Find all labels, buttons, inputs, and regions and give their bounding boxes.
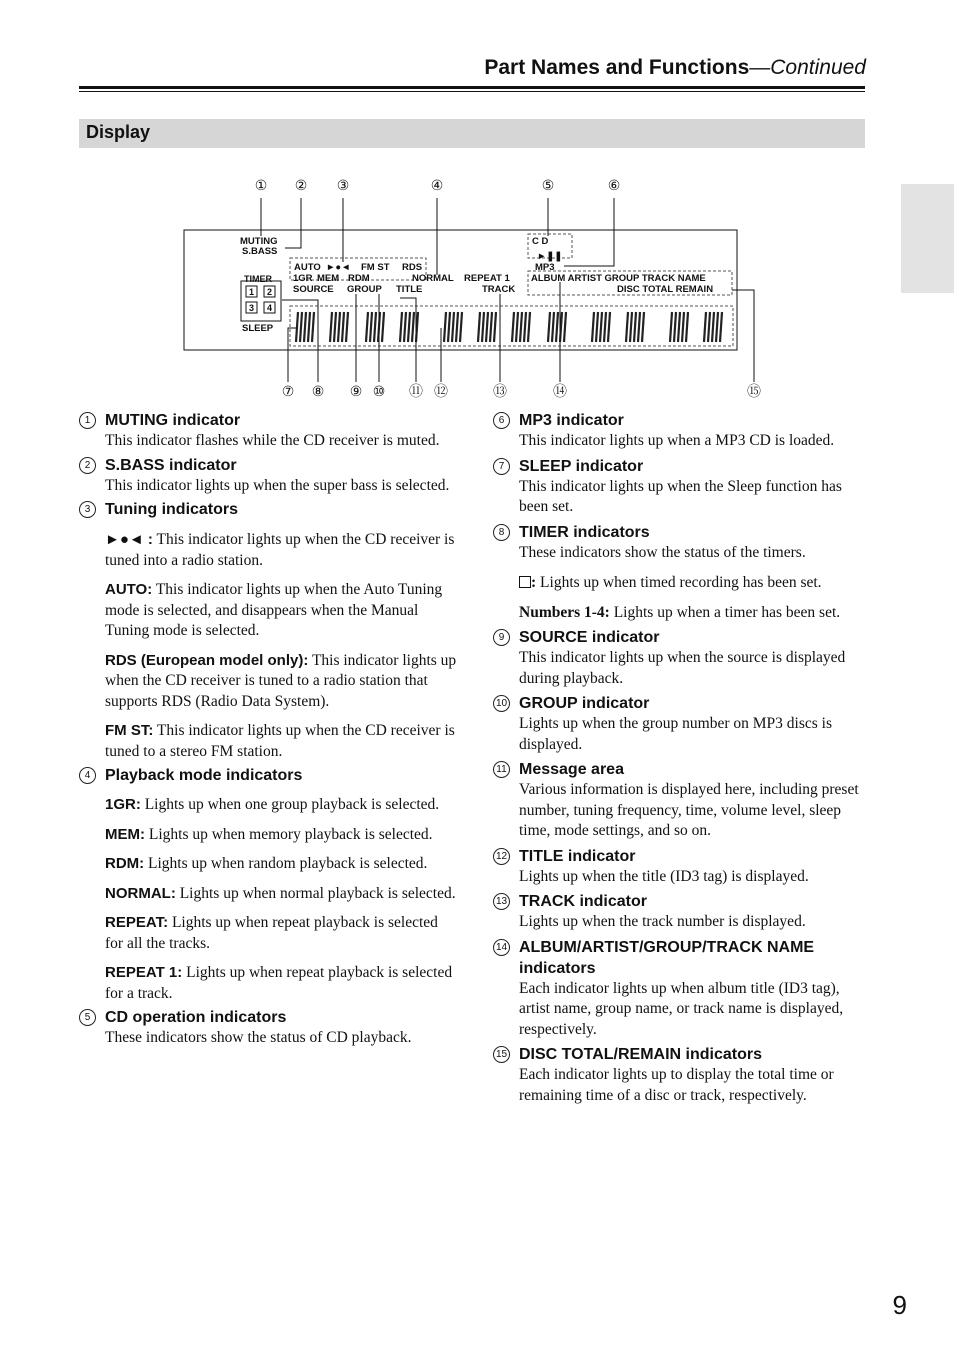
item-sleep — [493, 456, 865, 518]
page-header-title — [484, 56, 866, 80]
item-mp3 — [493, 410, 865, 452]
segment-digit — [626, 312, 644, 342]
item-desc: Lights up when the title (ID3 tag) is displayed. — [519, 867, 809, 885]
header-title-text: Part Names and Functions — [484, 56, 750, 79]
item-title-indicator — [493, 846, 865, 888]
label-timer: TIMER — [244, 274, 272, 284]
item-number: 12 — [493, 848, 510, 865]
callout-1: ① — [254, 177, 268, 193]
label-mem: MEM — [317, 273, 340, 284]
item-title: S.BASS indicator — [105, 456, 237, 474]
callout-13: ⑬ — [493, 383, 507, 399]
callout-2: ② — [294, 177, 308, 193]
item-title: Tuning indicators — [105, 501, 239, 518]
tuning-sub-symbol: ►●◄ : This indicator lights up when the CD receiver is tuned into a radio station. — [105, 531, 455, 569]
segment-digit — [296, 312, 314, 342]
mode-sub-rdm: RDM: Lights up when random playback is selected. — [105, 855, 428, 872]
timer-2: 2 — [266, 287, 273, 297]
callout-5: ⑤ — [541, 177, 555, 193]
segment-digit — [592, 312, 610, 342]
segment-digit — [330, 312, 348, 342]
label-rdm: RDM — [348, 273, 370, 284]
callout-6: ⑥ — [607, 177, 621, 193]
item-desc: This indicator flashes while the CD receiver is muted. — [105, 432, 440, 449]
label-names: ALBUM ARTIST GROUP TRACK NAME — [531, 273, 706, 284]
item-track — [493, 891, 865, 933]
item-desc: Various information is displayed here, including preset number, tuning frequency, time, volume level, sleep time, mode settings, and so on. — [519, 781, 859, 839]
item-group — [493, 693, 865, 755]
segment-digits — [296, 312, 722, 342]
page-number: 9 — [892, 1290, 907, 1320]
item-number: 3 — [79, 501, 96, 518]
label-disc: DISC TOTAL REMAIN — [617, 284, 714, 295]
label-cd: C D — [532, 236, 549, 247]
label-muting: MUTING — [240, 236, 278, 247]
item-title: TRACK indicator — [519, 893, 647, 910]
item-number: 7 — [493, 458, 510, 475]
tuning-sub-fmst: FM ST: This indicator lights up when the CD receiver is tuned to a stereo FM station. — [105, 722, 455, 760]
callout-15: ⑮ — [747, 383, 761, 399]
callout-11: ⑪ — [409, 383, 423, 399]
item-cd-operation — [79, 1007, 457, 1049]
timer-sub-record: : Lights up when timed recording has been set. — [519, 573, 865, 594]
item-desc: These indicators show the status of CD playback. — [105, 1029, 412, 1046]
mode-sub-repeat: REPEAT: Lights up when repeat playback is selected for all the tracks. — [105, 914, 438, 952]
section-title: Display — [86, 122, 151, 142]
item-desc: Each indicator lights up when album title (ID3 tag), artist name, group name, or track name is displayed, respectively. — [519, 979, 844, 1038]
item-disc-total — [493, 1044, 865, 1106]
item-desc: This indicator lights up when a MP3 CD is loaded. — [519, 432, 835, 449]
item-title: MUTING indicator — [105, 412, 241, 429]
segment-digit — [400, 312, 418, 342]
label-auto: AUTO — [294, 262, 321, 273]
label-tune: ►●◄ — [326, 262, 351, 273]
label-rds: RDS — [402, 262, 423, 273]
item-source — [493, 627, 865, 689]
segment-digit — [548, 312, 566, 342]
section-bar — [79, 119, 865, 148]
header-continued: —Continued — [749, 56, 866, 79]
callout-7: ⑦ — [281, 383, 295, 399]
segment-digit — [366, 312, 384, 342]
item-number: 15 — [493, 1046, 510, 1063]
callout-9: ⑨ — [349, 383, 363, 399]
item-desc: Each indicator lights up to display the total time or remaining time of a disc or track, respectively. — [519, 1066, 834, 1104]
tuning-sub-auto: AUTO: This indicator lights up when the Auto Tuning mode is selected, and disappears when the Manual Tuning mode is selected. — [105, 581, 443, 639]
item-names — [493, 937, 865, 1041]
segment-digit — [704, 312, 722, 342]
segment-digit — [670, 312, 688, 342]
item-number: 6 — [493, 412, 510, 429]
callout-12: ⑫ — [434, 383, 448, 399]
timer-sub-numbers: Numbers 1-4: Lights up when a timer has been set. — [519, 603, 841, 621]
label-1gr: 1GR — [293, 273, 313, 284]
item-number: 2 — [79, 457, 96, 474]
item-number: 5 — [79, 1009, 96, 1026]
item-title: CD operation indicators — [105, 1009, 287, 1026]
item-desc: Lights up when the track number is displayed. — [519, 913, 806, 930]
right-column — [493, 410, 865, 1106]
mode-sub-normal: NORMAL: Lights up when normal playback is selected. — [105, 884, 456, 902]
label-repeat1: REPEAT 1 — [464, 273, 510, 284]
mode-sub-mem: MEM: Lights up when memory playback is selected. — [105, 825, 433, 843]
item-title: GROUP indicator — [519, 695, 650, 712]
header-rule — [79, 86, 865, 89]
item-number: 4 — [79, 767, 96, 784]
item-number: 13 — [493, 893, 510, 910]
item-title: DISC TOTAL/REMAIN indicators — [519, 1046, 762, 1063]
item-desc: Lights up when the group number on MP3 discs is displayed. — [519, 715, 832, 753]
item-timer — [493, 522, 865, 624]
label-sbass: S.BASS — [242, 246, 278, 257]
tuning-sub-rds: RDS (European model only): This indicator lights up when the CD receiver is tuned to a radio station that supports RDS (Radio Data System). — [105, 651, 457, 710]
item-title: TIMER indicators — [519, 523, 650, 541]
item-number: 1 — [79, 412, 96, 429]
item-number: 8 — [493, 524, 510, 541]
mode-sub-repeat1: REPEAT 1: Lights up when repeat playback is selected for a track. — [105, 964, 453, 1002]
header-rule-thin — [79, 91, 865, 92]
item-tuning — [79, 499, 457, 762]
item-title: SLEEP indicator — [519, 457, 644, 475]
item-message-area — [493, 759, 865, 842]
label-fmst: FM ST — [361, 262, 390, 273]
label-play: ►❚❚ — [537, 251, 563, 262]
item-title: ALBUM/ARTIST/GROUP/TRACK NAME indicators — [519, 938, 815, 977]
item-title: Playback mode indicators — [105, 767, 303, 784]
callout-10: ⑩ — [372, 383, 386, 399]
label-mp3: MP3 — [535, 262, 555, 273]
timer-3: 3 — [248, 303, 255, 313]
item-title: Message area — [519, 761, 624, 778]
item-desc: This indicator lights up when the source is displayed during playback. — [519, 649, 846, 687]
label-track: TRACK — [482, 284, 516, 295]
mode-sub-1gr: 1GR: Lights up when one group playback is selected. — [105, 796, 440, 813]
display-diagram — [180, 170, 780, 405]
item-muting — [79, 410, 457, 452]
label-group: GROUP — [347, 284, 382, 295]
item-number: 11 — [493, 761, 510, 778]
label-source: SOURCE — [293, 284, 334, 295]
timer-1: 1 — [248, 287, 255, 297]
record-box-icon — [519, 576, 531, 588]
label-normal: NORMAL — [412, 273, 454, 284]
left-column — [79, 410, 457, 1049]
item-number: 10 — [493, 695, 510, 712]
segment-digit — [444, 312, 462, 342]
item-number: 14 — [493, 939, 510, 956]
item-title: TITLE indicator — [519, 847, 636, 865]
label-sleep: SLEEP — [242, 323, 274, 334]
item-number: 9 — [493, 629, 510, 646]
callout-4: ④ — [430, 177, 444, 193]
segment-digit — [478, 312, 496, 342]
label-title: TITLE — [396, 284, 423, 295]
page-edge-tab — [901, 184, 954, 293]
item-title: MP3 indicator — [519, 412, 624, 429]
timer-4: 4 — [266, 303, 273, 313]
item-title: SOURCE indicator — [519, 629, 660, 646]
item-playback-mode — [79, 765, 457, 1004]
item-desc: This indicator lights up when the super bass is selected. — [105, 476, 450, 494]
callout-14: ⑭ — [553, 383, 567, 399]
callout-3: ③ — [336, 177, 350, 193]
item-desc: These indicators show the status of the timers. — [519, 543, 806, 561]
callout-8: ⑧ — [311, 383, 325, 399]
item-desc: This indicator lights up when the Sleep function has been set. — [519, 477, 842, 515]
item-sbass — [79, 455, 457, 497]
segment-digit — [512, 312, 530, 342]
